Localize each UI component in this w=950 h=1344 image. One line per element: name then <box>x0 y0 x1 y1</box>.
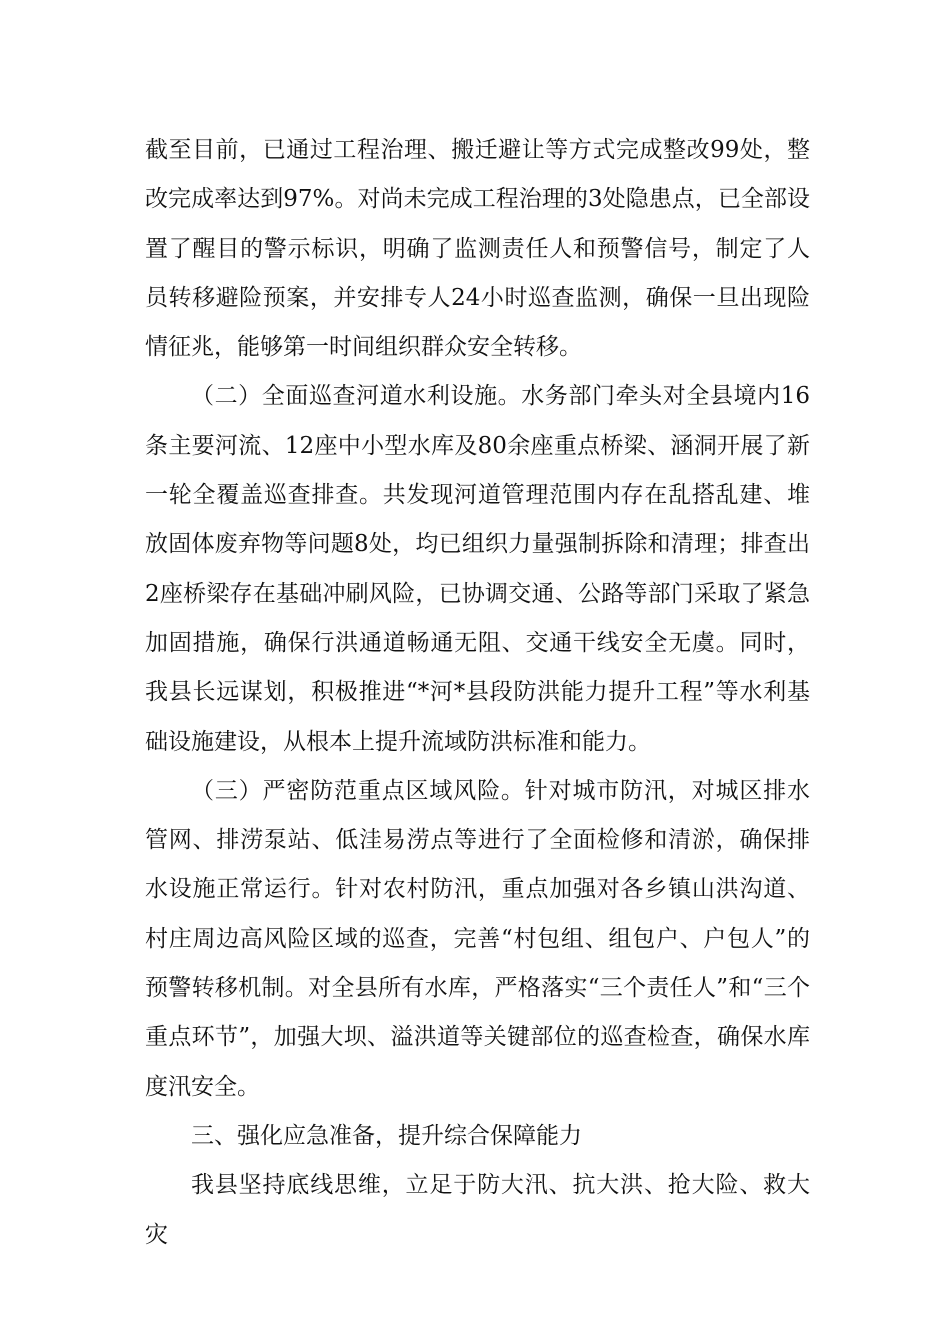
document-body <box>145 126 810 1260</box>
section-heading: 三、强化应急准备，提升综合保障能力 <box>191 1122 582 1149</box>
paragraph-key-area-risk: （三）严密防范重点区域风险。针对城市防汛，对城区排水管网、排涝泵站、低洼易涝点等进行了全面检修和清淤，确保排水设施正常运行。针对农村防汛，重点加强对各乡镇山洪沟道、村庄周边高风险区域的巡查，完善“村包组、组包户、户包人”的预警转移机制。对全县所有水库，严格落实“三个责任人”和“三个重点环节”，加强大坝、溢洪道等关键部位的巡查检查，确保水库度汛安全。 <box>145 777 810 1100</box>
paragraph-final: 我县坚持底线思维，立足于防大汛、抗大洪、抢大险、救大灾 <box>145 1172 810 1248</box>
paragraph-river-inspection: （二）全面巡查河道水利设施。水务部门牵头对全县境内16条主要河流、12座中小型水库及80余座重点桥梁、涵洞开展了新一轮全覆盖巡查排查。共发现河道管理范围内存在乱搭乱建、堆放固体废弃物等问题8处，均已组织力量强制拆除和清理；排查出2座桥梁存在基础冲刷风险，已协调交通、公路等部门采取了紧急加固措施，确保行洪通道畅通无阻、交通干线安全无虞。同时，我县长远谋划，积极推进“*河*县段防洪能力提升工程”等水利基础设施建设，从根本上提升流域防洪标准和能力。 <box>145 383 810 755</box>
paragraph-continuation: 截至目前，已通过工程治理、搬迁避让等方式完成整改99处，整改完成率达到97%。对尚未完成工程治理的3处隐患点，已全部设置了醒目的警示标识，明确了监测责任人和预警信号，制定了人员转移避险预案，并安排专人24小时巡查监测，确保一旦出现险情征兆，能够第一时间组织群众安全转移。 <box>145 137 810 361</box>
